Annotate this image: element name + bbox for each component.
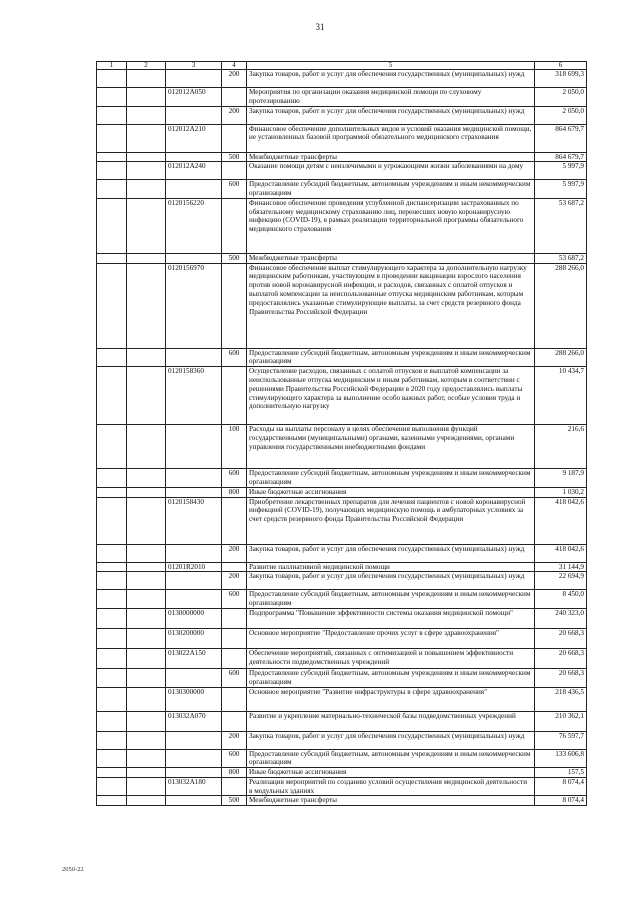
cell-name: Подпрограмма "Повышение эффективности системы оказания медицинской помощи" [247, 608, 535, 628]
cell-target-code [166, 152, 222, 162]
cell-target-code: 012012A050 [166, 88, 222, 107]
cell-col2 [127, 544, 166, 562]
table-row [97, 544, 587, 562]
cell-col2 [127, 106, 166, 124]
cell-col1 [97, 796, 127, 806]
cell-name: Закупка товаров, работ и услуг для обеспечения государственных (муниципальных) нужд [247, 106, 535, 124]
footer-document-code: 2050-22 [62, 866, 84, 873]
cell-name: Основное мероприятие "Предоставление прочих услуг в сфере здравоохранения" [247, 628, 535, 648]
cell-name: Предоставление субсидий бюджетным, автономным учреждениям и иным некоммерческим организациям [247, 180, 535, 199]
cell-name: Финансовое обеспечение проведения углубленной диспансеризации застрахованных по обязательному медицинскому страхованию лиц, перенесших новую коронавирусную инфекцию (COVID-19), в рамках реализации территориальной программы обязательного медицинского страхования [247, 198, 535, 253]
cell-col2 [127, 648, 166, 668]
cell-expense-type: 100 [222, 425, 247, 469]
table-row [97, 106, 587, 124]
cell-amount: 20 668,3 [535, 648, 587, 668]
table-row [97, 198, 587, 253]
cell-col1 [97, 544, 127, 562]
cell-col2 [127, 425, 166, 469]
cell-name: Развитие паллиативной медицинской помощи [247, 562, 535, 572]
cell-target-code [166, 731, 222, 749]
cell-target-code: 0130300000 [166, 687, 222, 711]
cell-expense-type: 600 [222, 749, 247, 768]
cell-amount: 8 074,4 [535, 796, 587, 806]
table-row [97, 425, 587, 469]
cell-expense-type [222, 711, 247, 731]
table-row [97, 628, 587, 648]
table-row [97, 731, 587, 749]
cell-col2 [127, 731, 166, 749]
cell-col2 [127, 198, 166, 253]
cell-amount: 240 323,0 [535, 608, 587, 628]
cell-col2 [127, 487, 166, 497]
table-row [97, 749, 587, 768]
cell-name: Мероприятия по организации оказания медицинской помощи по слуховому протезированию [247, 88, 535, 107]
cell-col1 [97, 487, 127, 497]
table-row [97, 796, 587, 806]
cell-name: Обеспечение мероприятий, связанных с оптимизацией и повышением эффективности деятельности подведомственных учреждений [247, 648, 535, 668]
cell-name: Предоставление субсидий бюджетным, автономным учреждениям и иным некоммерческим организациям [247, 590, 535, 609]
cell-expense-type [222, 198, 247, 253]
cell-col1 [97, 198, 127, 253]
cell-amount: 318 699,3 [535, 70, 587, 88]
cell-expense-type: 200 [222, 572, 247, 590]
column-header: 4 [222, 62, 247, 70]
cell-target-code: 013032A180 [166, 777, 222, 796]
cell-target-code: 0120156970 [166, 263, 222, 348]
budget-table [96, 61, 587, 806]
cell-col1 [97, 562, 127, 572]
cell-col2 [127, 263, 166, 348]
cell-col2 [127, 367, 166, 425]
table-row [97, 687, 587, 711]
table-row [97, 180, 587, 199]
column-header: 6 [535, 62, 587, 70]
cell-amount: 157,5 [535, 768, 587, 778]
cell-target-code [166, 768, 222, 778]
cell-name: Расходы на выплаты персоналу в целях обеспечения выполнения функций государственными (муниципальными) органами, казенными учреждениями, органами управления государственными внебюджетными фондами [247, 425, 535, 469]
column-header: 5 [247, 62, 535, 70]
cell-col1 [97, 768, 127, 778]
cell-col1 [97, 425, 127, 469]
cell-target-code [166, 469, 222, 488]
cell-col1 [97, 106, 127, 124]
cell-name: Иные бюджетные ассигнования [247, 487, 535, 497]
cell-target-code [166, 180, 222, 199]
cell-expense-type: 500 [222, 152, 247, 162]
cell-col1 [97, 711, 127, 731]
cell-col2 [127, 152, 166, 162]
cell-name: Межбюджетные трансферты [247, 152, 535, 162]
cell-target-code: 01201R2010 [166, 562, 222, 572]
cell-amount: 5 997,9 [535, 162, 587, 180]
cell-name: Межбюджетные трансферты [247, 253, 535, 263]
table-row [97, 263, 587, 348]
cell-amount: 218 436,5 [535, 687, 587, 711]
table-row [97, 162, 587, 180]
table-row [97, 469, 587, 488]
cell-target-code: 012012A210 [166, 124, 222, 152]
cell-amount: 53 687,2 [535, 253, 587, 263]
cell-name: Оказание помощи детям с неизлечимыми и угрожающими жизни заболеваниями на дому [247, 162, 535, 180]
cell-col2 [127, 562, 166, 572]
cell-expense-type: 200 [222, 70, 247, 88]
cell-col1 [97, 162, 127, 180]
cell-col1 [97, 777, 127, 796]
cell-target-code: 0120156220 [166, 198, 222, 253]
cell-expense-type: 600 [222, 348, 247, 367]
page-number: 31 [315, 22, 325, 32]
cell-expense-type [222, 687, 247, 711]
cell-col2 [127, 590, 166, 609]
cell-col2 [127, 497, 166, 544]
cell-amount: 1 030,2 [535, 487, 587, 497]
budget-sheet [96, 61, 586, 806]
cell-amount: 20 668,3 [535, 668, 587, 687]
cell-col1 [97, 152, 127, 162]
cell-col1 [97, 572, 127, 590]
cell-name: Предоставление субсидий бюджетным, автономным учреждениям и иным некоммерческим организациям [247, 668, 535, 687]
cell-expense-type [222, 124, 247, 152]
cell-col1 [97, 263, 127, 348]
cell-expense-type: 600 [222, 180, 247, 199]
cell-col1 [97, 648, 127, 668]
column-header: 2 [127, 62, 166, 70]
column-header: 3 [166, 62, 222, 70]
cell-target-code [166, 796, 222, 806]
cell-expense-type [222, 88, 247, 107]
cell-col2 [127, 768, 166, 778]
cell-name: Финансовое обеспечение выплат стимулирующего характера за дополнительную нагрузку медицинским работникам, участвующим в проведении вакцинации взрослого населения против новой коронавирусной инфекции, и расходов, связанных с оплатой отпусков и выплатой компенсации за неиспользованные отпуска медицинским работникам, которым предоставлялись указанные стимулирующие выплаты, за счет средств резервного фонда Правительства Российской Федерации [247, 263, 535, 348]
cell-name: Осуществление расходов, связанных с оплатой отпусков и выплатой компенсации за неиспользованные отпуска медицинским и иным работникам, которым в соответствии с решениями Правительства Российской Федерации в 2020 году предоставлялись выплаты стимулирующего характера за выполнение особо важных работ, особые условия труда и дополнительную нагрузку [247, 367, 535, 425]
cell-name: Развитие и укрепление материально-технической базы подведомственных учреждений [247, 711, 535, 731]
table-row [97, 711, 587, 731]
cell-target-code: 012012A240 [166, 162, 222, 180]
table-row [97, 152, 587, 162]
cell-col1 [97, 590, 127, 609]
cell-amount: 9 187,9 [535, 469, 587, 488]
cell-expense-type: 600 [222, 469, 247, 488]
cell-col1 [97, 88, 127, 107]
cell-col1 [97, 469, 127, 488]
cell-expense-type [222, 628, 247, 648]
cell-col2 [127, 711, 166, 731]
cell-expense-type [222, 263, 247, 348]
cell-col2 [127, 608, 166, 628]
table-row [97, 70, 587, 88]
cell-col1 [97, 180, 127, 199]
cell-expense-type: 600 [222, 668, 247, 687]
cell-amount: 210 362,1 [535, 711, 587, 731]
cell-expense-type: 500 [222, 253, 247, 263]
cell-col1 [97, 70, 127, 88]
table-row [97, 777, 587, 796]
cell-amount: 10 434,7 [535, 367, 587, 425]
table-row [97, 590, 587, 609]
table-row [97, 253, 587, 263]
table-row [97, 348, 587, 367]
cell-target-code: 0130200000 [166, 628, 222, 648]
cell-name: Предоставление субсидий бюджетным, автономным учреждениям и иным некоммерческим организациям [247, 348, 535, 367]
cell-target-code: 0120158430 [166, 497, 222, 544]
cell-col2 [127, 88, 166, 107]
table-row [97, 572, 587, 590]
cell-col2 [127, 124, 166, 152]
cell-name: Финансовое обеспечение дополнительных видов и условий оказания медицинской помощи, не установленных базовой программой обязательного медицинского страхования [247, 124, 535, 152]
cell-col1 [97, 497, 127, 544]
cell-col2 [127, 749, 166, 768]
cell-expense-type: 800 [222, 768, 247, 778]
cell-expense-type [222, 367, 247, 425]
cell-target-code [166, 425, 222, 469]
cell-target-code [166, 749, 222, 768]
cell-amount: 8 450,0 [535, 590, 587, 609]
cell-amount: 20 668,3 [535, 628, 587, 648]
cell-col1 [97, 608, 127, 628]
cell-expense-type [222, 562, 247, 572]
cell-col2 [127, 162, 166, 180]
cell-amount: 22 694,9 [535, 572, 587, 590]
cell-amount: 216,6 [535, 425, 587, 469]
cell-col2 [127, 628, 166, 648]
cell-expense-type: 200 [222, 544, 247, 562]
cell-name: Закупка товаров, работ и услуг для обеспечения государственных (муниципальных) нужд [247, 572, 535, 590]
table-row [97, 768, 587, 778]
cell-target-code [166, 348, 222, 367]
cell-target-code [166, 106, 222, 124]
table-row [97, 562, 587, 572]
cell-name: Закупка товаров, работ и услуг для обеспечения государственных (муниципальных) нужд [247, 731, 535, 749]
cell-amount: 8 074,4 [535, 777, 587, 796]
table-row [97, 124, 587, 152]
cell-amount: 2 050,0 [535, 88, 587, 107]
cell-expense-type: 200 [222, 106, 247, 124]
table-header-row [97, 62, 587, 70]
column-header: 1 [97, 62, 127, 70]
cell-col2 [127, 469, 166, 488]
cell-amount: 31 144,9 [535, 562, 587, 572]
cell-amount: 2 050,0 [535, 106, 587, 124]
cell-target-code [166, 590, 222, 609]
cell-target-code: 0120158360 [166, 367, 222, 425]
cell-name: Приобретение лекарственных препаратов для лечения пациентов с новой коронавирусной инфекцией (COVID-19), получающих медицинскую помощь в амбулаторных условиях за счет средств резервного фонда Правительства Российской Федерации [247, 497, 535, 544]
cell-expense-type: 600 [222, 590, 247, 609]
cell-col2 [127, 180, 166, 199]
cell-target-code [166, 487, 222, 497]
cell-expense-type: 200 [222, 731, 247, 749]
table-row [97, 648, 587, 668]
table-row [97, 608, 587, 628]
cell-col2 [127, 796, 166, 806]
cell-expense-type: 500 [222, 796, 247, 806]
cell-col1 [97, 124, 127, 152]
cell-col1 [97, 367, 127, 425]
cell-amount: 53 687,2 [535, 198, 587, 253]
table-row [97, 367, 587, 425]
cell-amount: 418 042,6 [535, 497, 587, 544]
cell-amount: 418 042,6 [535, 544, 587, 562]
cell-amount: 76 597,7 [535, 731, 587, 749]
cell-amount: 288 266,0 [535, 348, 587, 367]
cell-target-code: 013022A150 [166, 648, 222, 668]
cell-amount: 133 606,8 [535, 749, 587, 768]
table-row [97, 487, 587, 497]
cell-name: Межбюджетные трансферты [247, 796, 535, 806]
cell-col2 [127, 253, 166, 263]
cell-expense-type [222, 497, 247, 544]
cell-expense-type [222, 648, 247, 668]
cell-name: Иные бюджетные ассигнования [247, 768, 535, 778]
cell-target-code: 013032A070 [166, 711, 222, 731]
cell-col1 [97, 731, 127, 749]
cell-expense-type [222, 608, 247, 628]
cell-col1 [97, 348, 127, 367]
cell-amount: 864 679,7 [535, 124, 587, 152]
cell-col2 [127, 572, 166, 590]
cell-col1 [97, 687, 127, 711]
cell-target-code [166, 253, 222, 263]
cell-col2 [127, 668, 166, 687]
budget-table-body [97, 70, 587, 806]
cell-amount: 864 679,7 [535, 152, 587, 162]
cell-amount: 288 266,0 [535, 263, 587, 348]
cell-target-code [166, 572, 222, 590]
cell-col1 [97, 749, 127, 768]
cell-amount: 5 997,9 [535, 180, 587, 199]
cell-target-code: 0130000000 [166, 608, 222, 628]
cell-col2 [127, 777, 166, 796]
cell-target-code [166, 544, 222, 562]
table-row [97, 497, 587, 544]
cell-expense-type: 800 [222, 487, 247, 497]
cell-col2 [127, 348, 166, 367]
cell-target-code [166, 70, 222, 88]
cell-target-code [166, 668, 222, 687]
cell-col2 [127, 70, 166, 88]
cell-name: Реализация мероприятий по созданию условий осуществления медицинской деятельности в модульных зданиях [247, 777, 535, 796]
table-row [97, 668, 587, 687]
cell-name: Основное мероприятие "Развитие инфраструктуры в сфере здравоохранения" [247, 687, 535, 711]
cell-name: Предоставление субсидий бюджетным, автономным учреждениям и иным некоммерческим организациям [247, 749, 535, 768]
cell-name: Закупка товаров, работ и услуг для обеспечения государственных (муниципальных) нужд [247, 70, 535, 88]
cell-col1 [97, 253, 127, 263]
cell-expense-type [222, 777, 247, 796]
cell-col2 [127, 687, 166, 711]
cell-col1 [97, 668, 127, 687]
cell-expense-type [222, 162, 247, 180]
cell-name: Закупка товаров, работ и услуг для обеспечения государственных (муниципальных) нужд [247, 544, 535, 562]
cell-col1 [97, 628, 127, 648]
cell-name: Предоставление субсидий бюджетным, автономным учреждениям и иным некоммерческим организациям [247, 469, 535, 488]
table-row [97, 88, 587, 107]
